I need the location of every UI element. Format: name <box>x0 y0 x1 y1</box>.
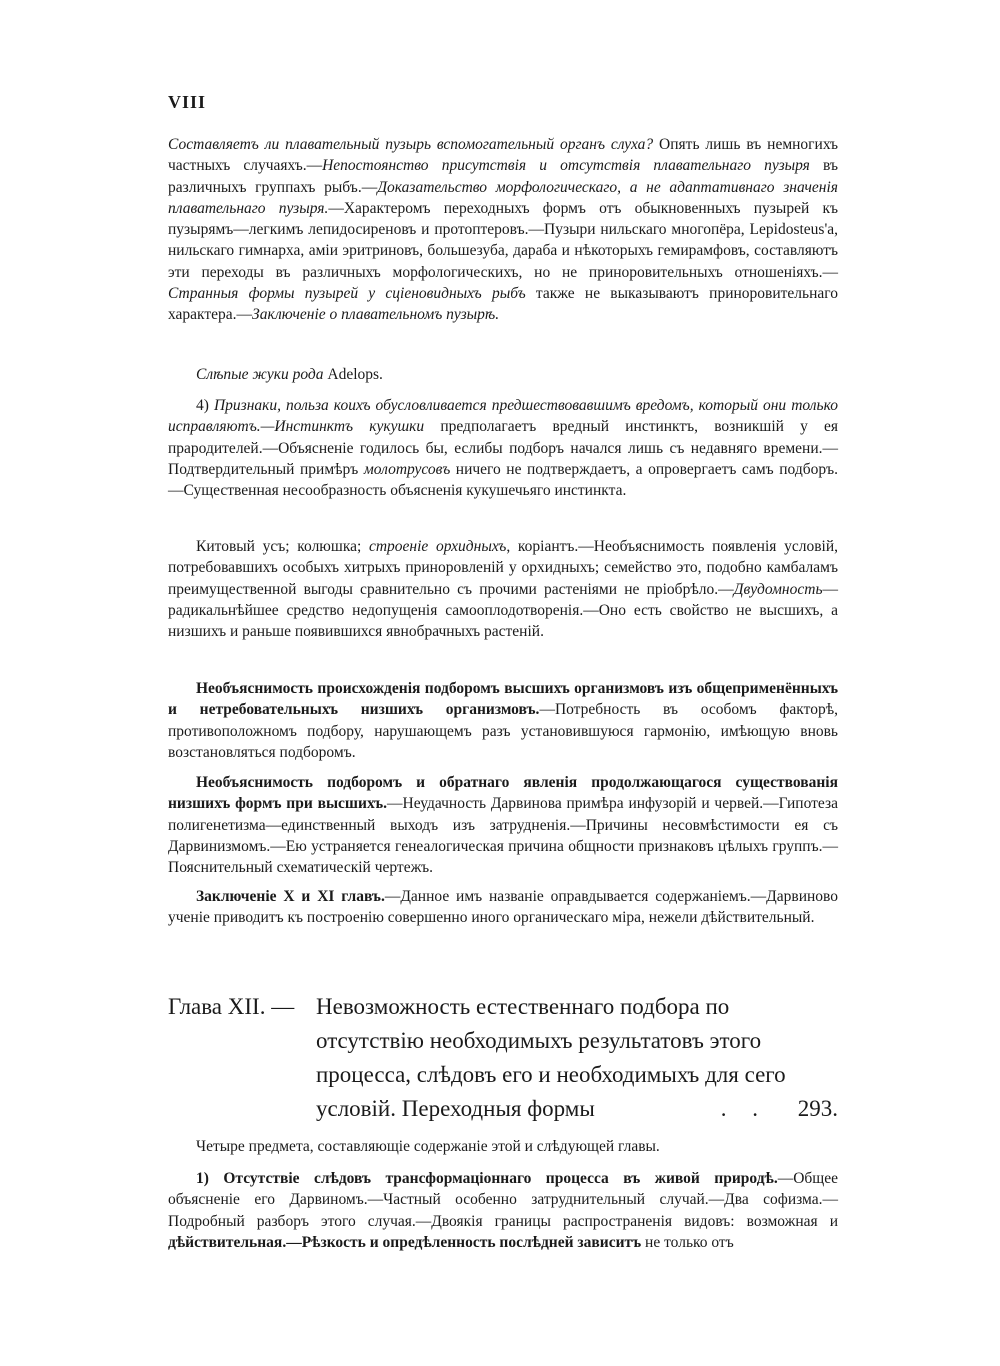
paragraph-lower-forms <box>168 772 838 878</box>
text-run: —Общее объясненіе его Дарвиномъ.—Частный особенно затруднительный случай.—Два софизма.—Подробный разборъ этого случая.—Двоякія границы распространенія видовъ: возможная и <box>168 1170 838 1230</box>
paragraph-higher-organisms <box>168 678 838 763</box>
text-run: , коріантъ.—Необъяснимость появленія условій, потребовавшихъ особыхъ хитрыхъ приноровленій у орхидныхъ; семейство это, подобно камбаламъ преимущественной выгоды сравнительно съ прочими растеніями не пріобрѣло.— <box>168 538 838 598</box>
chapter-heading <box>168 990 838 1126</box>
chapter-title: Невозможность естественнаго подбора по отсутствію необходимыхъ результатовъ этого процесса, слѣдовъ его и необходимыхъ для сего условій. Переходныя формы <box>316 994 786 1121</box>
italic-run: Признаки, польза коихъ обусловливается предшествовавшимъ вредомъ, который они только исправляютъ.—Инстинктъ кукушки <box>168 397 838 436</box>
text-run: не только отъ <box>641 1233 734 1251</box>
bold-run: дѣйствительная.—Рѣзкость и опредѣленность послѣдней зависитъ <box>168 1233 642 1251</box>
paragraph-four-subjects <box>168 1136 838 1157</box>
paragraph-adelops <box>168 364 838 385</box>
text-run: Четыре предмета, составляющіе содержаніе этой и слѣдующей главы. <box>196 1138 660 1155</box>
text-run: —Характеромъ переходныхъ формъ отъ обыкновенныхъ пузырей къ пузырямъ—легкимъ лепидосиреновъ и протоптеровъ.—Пузыри нильскаго многопёра, Lepidosteus'а, нильскаго гимнарха, аміи эритриновъ, большезуба, дараба и нѣкоторыхъ гемирамфовъ, составляютъ эти переходы въ различныхъ морфологическихъ, но не приноровительныхъ отношеніяхъ.— <box>168 199 838 281</box>
paragraph-orchids <box>168 536 838 642</box>
paragraph <box>168 678 838 763</box>
paragraph <box>168 395 838 501</box>
italic-run: Странныя формы пузырей у сціеновидныхъ рыбъ <box>168 285 526 303</box>
italic-run: строеніе орхидныхъ <box>368 538 507 555</box>
paragraph-cuckoo <box>168 395 838 501</box>
paragraph-conclusion <box>168 886 838 929</box>
paragraph <box>168 134 838 326</box>
chapter-label: Глава XII. — <box>168 994 295 1019</box>
paragraph <box>168 364 838 385</box>
paragraph <box>168 1136 838 1157</box>
text-run: ничего не подтверждаетъ, а опровергаетъ самъ подборъ.—Существенная несообразность объясненія кукушечьяго инстинкта. <box>168 460 838 500</box>
paragraph-swim-bladder <box>168 134 838 326</box>
page-number: VIII <box>168 92 207 112</box>
italic-run: Составляетъ ли плавательный пузырь вспомогательный органъ слуха? <box>168 136 654 153</box>
text-run: —Данное имъ названіе оправдывается содержаніемъ.—Дарвиново ученіе приводитъ къ построенію совершенно иного органическаго міра, нежели дѣйствительный. <box>168 888 839 927</box>
text-run: въ различныхъ группахъ рыбъ.— <box>168 157 838 196</box>
italic-run: Двудомность <box>733 580 823 598</box>
text-run: 4) <box>196 397 214 414</box>
paragraph <box>168 1168 838 1253</box>
text-run: —радикальнѣйшее средство недопущенія самооплодотворенія.—Оно есть свойство не высшихъ, а низшихъ и раньше появившихся явнобрачныхъ растеній. <box>168 580 838 641</box>
paragraph <box>168 772 838 878</box>
italic-run: Слѣпые жуки рода <box>196 366 324 383</box>
italic-run: Доказательство морфологическаго, а не адаптативнаго значенія плавательнаго пузыря. <box>168 178 838 217</box>
italic-run: молотрусовъ <box>363 460 451 478</box>
italic-run: Заключеніе о плавательномъ пузырѣ. <box>252 306 500 324</box>
text-run: также не выказываютъ приноровительнаго характера.— <box>168 285 839 324</box>
leader-dots: . . <box>720 1096 768 1121</box>
text-run: Опять лишь въ немногихъ частныхъ случаяхъ.— <box>168 136 839 175</box>
chapter-page-number: 293. <box>797 1096 838 1121</box>
bold-run: Необъяснимость подборомъ и обратнаго явленія продолжающагося существованія низшихъ формъ при высшихъ. <box>168 774 838 813</box>
text-run: Китовый усъ; колюшка; <box>196 538 369 555</box>
text-run: предполагаетъ вредный инстинктъ, возникшій у ея прародителей.—Объясненіе годилось бы, еслибы подборъ начался лишь съ недавняго времени.—Подтвердительный примѣръ <box>168 418 838 478</box>
text-run: —Потребность въ особомъ факторѣ, противоположномъ подбору, нарушающемъ разъ установившуюся гармонію, имѣющую вновь возстановляться подборомъ. <box>168 701 838 761</box>
text-run: Adelops. <box>323 366 383 383</box>
paragraph-absence-of-traces <box>168 1168 838 1253</box>
bold-run: Необъяснимость происхожденія подборомъ высшихъ организмовъ изъ общеприменённыхъ и нетребовательныхъ низшихъ организмовъ. <box>168 680 838 719</box>
paragraph <box>168 536 838 642</box>
bold-run: 1) Отсутствіе слѣдовъ трансформаціоннаго процесса въ живой природѣ. <box>196 1170 778 1187</box>
italic-run: Непостоянство присутствія и отсутствія плавательнаго пузыря <box>322 157 810 175</box>
text-run: —Неудачность Дарвинова примѣра инфузорій и червей.—Гипотеза полигенетизма—единственный выходъ изъ затрудненія.—Причины несовмѣстимости ея съ Дарвинизмомъ.—Ею устраняется генеалогическая причина общности признаковъ цѣлыхъ группъ.—Пояснительный схематическій чертежъ. <box>168 795 838 877</box>
bold-run: Заключеніе X и XI главъ. <box>196 888 385 905</box>
paragraph <box>168 886 838 929</box>
